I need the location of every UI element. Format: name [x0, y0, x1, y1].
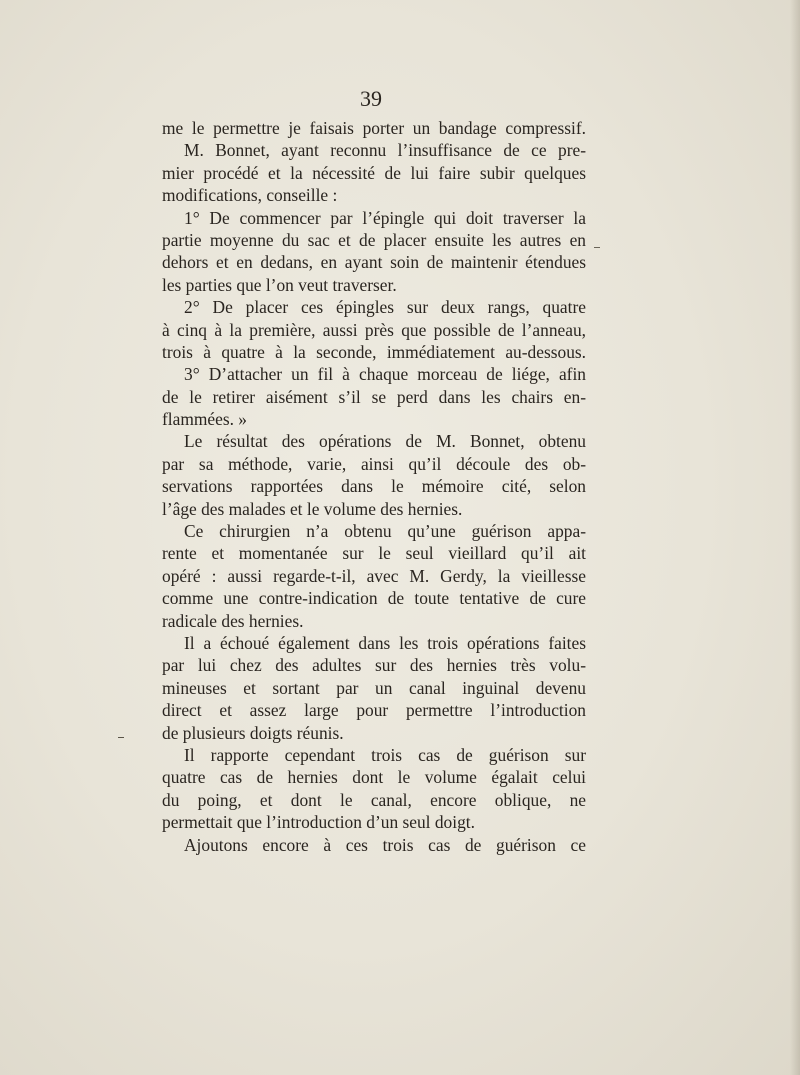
text-line: de le retirer aisément s’il se perd dans les chairs en- [162, 386, 586, 407]
text-line: les parties que l’on veut traverser. [162, 274, 397, 295]
text-line: servations rapportées dans le mémoire cité, selon [162, 476, 586, 497]
text-line: permettait que l’introduction d’un seul doigt. [162, 812, 475, 833]
text-line: dehors et en dedans, en ayant soin de maintenir étendues [162, 252, 586, 273]
text-line: l’âge des malades et le volume des hernies. [162, 498, 463, 519]
page-number: 39 [360, 86, 382, 111]
text-line: Le résultat des opérations de M. Bonnet, obtenu [184, 431, 586, 452]
text-line: mineuses et sortant par un canal inguinal devenu [162, 677, 586, 698]
text-line: trois à quatre à la seconde, immédiatement au-dessous. [162, 341, 586, 362]
text-line: par lui chez des adultes sur des hernies très volu- [162, 655, 586, 676]
text-line: me le permettre je faisais porter un bandage compressif. [162, 118, 586, 138]
text-line: radicale des hernies. [162, 610, 304, 631]
text-line: Il a échoué également dans les trois opérations faites [184, 632, 586, 653]
text-line: du poing, et dont le canal, encore oblique, ne [162, 789, 586, 810]
text-line: M. Bonnet, ayant reconnu l’insuffisance de ce pre- [184, 140, 586, 161]
page-edge-shadow [790, 0, 800, 1075]
text-line: mier procédé et la nécessité de lui faire subir quelques [162, 162, 586, 183]
text-line: quatre cas de hernies dont le volume égalait celui [162, 767, 586, 788]
margin-mark [594, 247, 600, 248]
text-line: comme une contre-indication de toute tentative de cure [162, 588, 586, 609]
text-line: à cinq à la première, aussi près que possible de l’anneau, [162, 319, 586, 340]
text-line: Il rapporte cependant trois cas de guérison sur [184, 744, 586, 765]
body-text [162, 117, 586, 856]
text-line: 2° De placer ces épingles sur deux rangs, quatre [184, 297, 586, 318]
text-line: partie moyenne du sac et de placer ensuite les autres en [162, 229, 586, 250]
text-line: rente et momentanée sur le seul vieillard qu’il ait [162, 543, 586, 564]
text-line: Ce chirurgien n’a obtenu qu’une guérison appa- [184, 521, 586, 542]
text-line: Ajoutons encore à ces trois cas de guérison ce [184, 834, 586, 855]
text-line: flammées. » [162, 409, 247, 430]
text-line: modifications, conseille : [162, 185, 338, 206]
margin-dash [118, 737, 124, 738]
text-line: 3° D’attacher un fil à chaque morceau de liége, afin [184, 364, 586, 385]
text-line: opéré : aussi regarde-t-il, avec M. Gerdy, la vieillesse [162, 565, 586, 586]
text-line: 1° De commencer par l’épingle qui doit traverser la [184, 207, 586, 228]
text-line: de plusieurs doigts réunis. [162, 722, 344, 743]
text-line: direct et assez large pour permettre l’introduction [162, 700, 586, 721]
text-line: par sa méthode, varie, ainsi qu’il découle des ob- [162, 453, 586, 474]
